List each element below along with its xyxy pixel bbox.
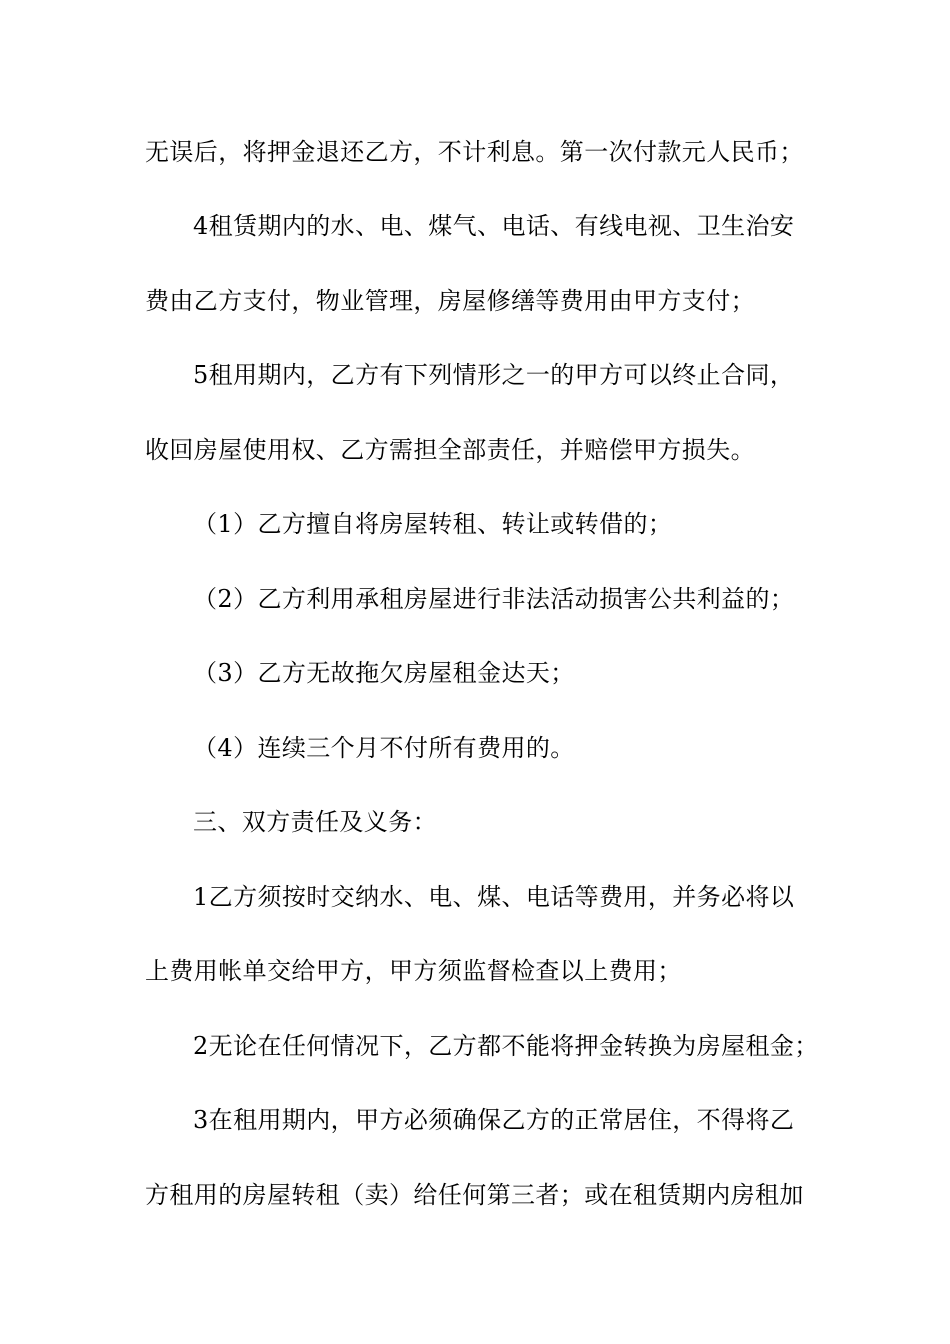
text-line-5: 收回房屋使用权、乙方需担全部责任，并赔偿甲方损失。 xyxy=(145,436,755,464)
text-line-3: 费由乙方支付，物业管理，房屋修缮等费用由甲方支付； xyxy=(145,287,755,315)
text-line-4: 5租用期内，乙方有下列情形之一的甲方可以终止合同， xyxy=(193,361,795,389)
text-line-2: 4租赁期内的水、电、煤气、电话、有线电视、卫生治安 xyxy=(193,212,795,240)
text-line-13: 2无论在任何情况下，乙方都不能将押金转换为房屋租金； xyxy=(193,1032,819,1060)
text-line-9: （4）连续三个月不付所有费用的。 xyxy=(193,734,575,762)
text-line-7: （2）乙方利用承租房屋进行非法活动损害公共利益的； xyxy=(193,585,795,613)
text-line-15: 方租用的房屋转租（卖）给任何第三者；或在租赁期内房租加 xyxy=(145,1181,804,1209)
text-line-14: 3在租用期内，甲方必须确保乙方的正常居住，不得将乙 xyxy=(193,1106,795,1134)
text-line-6: （1）乙方擅自将房屋转租、转让或转借的； xyxy=(193,510,673,538)
section-heading: 三、双方责任及义务： xyxy=(193,808,437,836)
text-line-8: （3）乙方无故拖欠房屋租金达天； xyxy=(193,659,575,687)
text-line-1: 无误后，将押金退还乙方，不计利息。第一次付款元人民币； xyxy=(145,138,804,166)
text-line-12: 上费用帐单交给甲方，甲方须监督检查以上费用； xyxy=(145,957,682,985)
text-line-11: 1乙方须按时交纳水、电、煤、电话等费用，并务必将以 xyxy=(193,883,795,911)
